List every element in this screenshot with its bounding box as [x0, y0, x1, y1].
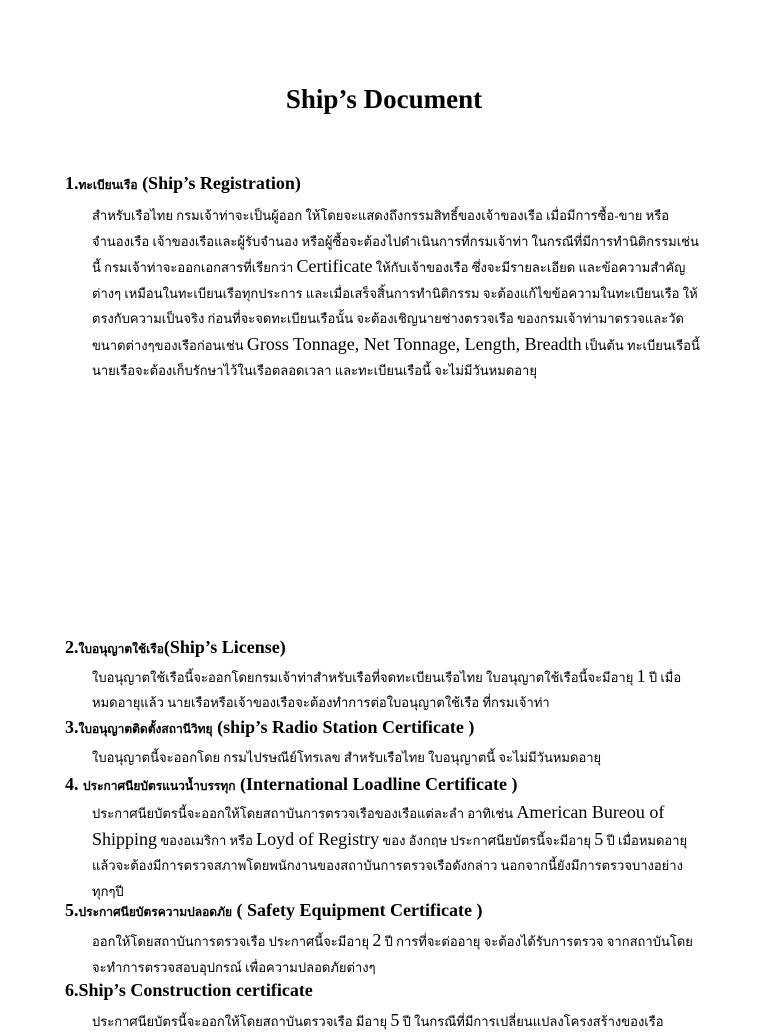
section-2-body: [92, 664, 704, 715]
body-text-run: American Bureou of Shipping: [92, 802, 665, 849]
body-text-run: 5: [594, 828, 604, 849]
body-text-run: ใบอนุญาตนี้จะออกโดย กรมไปรษณีย์โทรเลข สำหรับเรือไทย ใบอนุญาตนี้ จะไม่มีวันหมดอายุ: [92, 750, 602, 765]
heading-run: ประกาศนียบัตรแนวน้ำบรรทุก: [83, 779, 236, 793]
body-text-run: ของอเมริกา หรือ: [157, 832, 257, 848]
section-4-body: [92, 800, 704, 904]
heading-run: 4.: [65, 774, 83, 794]
body-text-run: 1: [636, 666, 646, 686]
body-text-run: 5: [390, 1010, 400, 1030]
body-text-run: ใบอนุญาตใช้เรือนี้จะออกโดยกรมเจ้าท่าสำหรับเรือที่จดทะเบียนเรือไทย ใบอนุญาตใช้เรือนี้จะมีอายุ: [92, 670, 637, 685]
heading-run: 5.: [65, 900, 79, 920]
body-text-run: ของ อังกฤษ ประกาศนียบัตรนี้จะมีอายุ: [379, 832, 595, 848]
heading-run: (International Loadline Certificate ): [235, 774, 518, 794]
section-5-body: [92, 928, 704, 980]
heading-run: ( Safety Equipment Certificate ): [232, 900, 483, 920]
body-text-run: ปี การที่จะต่ออายุ จะต้องได้รับการตรวจ จากสถาบันโดยจะทำการตรวจสอบอุปกรณ์ เพื่อความปลอดภัยต่างๆ: [92, 934, 693, 975]
body-text-run: Certificate: [296, 256, 373, 276]
section-2-heading: [65, 637, 286, 659]
body-text-run: 2: [372, 930, 382, 950]
heading-run: ทะเบียนเรือ: [78, 178, 138, 192]
section-1-body: [92, 203, 704, 384]
section-1-heading: [65, 173, 301, 195]
body-text-run: ปี ในกรณีที่มีการเปลี่ยนแปลงโครงสร้างของเรือ: [399, 1014, 664, 1029]
section-5-heading: [65, 900, 483, 922]
body-text-run: ให้กับเจ้าของเรือ ซึ่งจะมีรายละเอียด และข้อความสำคัญต่างๆ เหมือนในทะเบียนเรือทุกประการ และเมื่อเสร็จสิ้นการทำนิติกรรม จะต้องแก้ไขข้อความในทะเบียนเรือ ให้ตรงกับความเป็นจริง ก่อนที่จะจดทะเบียนเรือนั้น จะต้องเชิญนายช่างตรวจเรือ ของกรมเจ้าท่ามาตรวจและวัดขนาดต่างๆของเรือก่อนเช่น: [92, 260, 698, 353]
heading-run: ใบอนุญาตใช้เรือ: [78, 642, 164, 656]
heading-run: (Ship’s License): [163, 637, 286, 657]
heading-run: (Ship’s Registration): [137, 173, 301, 193]
body-text-run: ประกาศนียบัตรนี้จะออกให้โดยสถาบันการตรวจเรือของเรือแต่ละลำ อาทิเช่น: [92, 806, 517, 821]
section-6-heading: [65, 980, 313, 1001]
body-text-run: Loyd of Registry: [256, 828, 380, 849]
heading-run: 3.: [65, 717, 79, 737]
body-text-run: ปี เมื่อหมดอายุแล้วจะต้องมีการตรวจสภาพโดยพนักงานของสถาบันการตรวจเรือดังกล่าว นอกจากนี้ยังมีการตรวจบางอย่างทุกๆปี: [92, 832, 688, 899]
heading-run: 6.Ship’s Construction certificate: [65, 980, 313, 1000]
section-3-body: [92, 745, 704, 771]
body-text-run: ประกาศนียบัตรนี้จะออกให้โดยสถาบันตรวจเรือ มีอายุ: [92, 1014, 391, 1029]
body-text-run: ปี เมื่อหมดอายุแล้ว นายเรือหรือเจ้าของเรือจะต้องทำการต่อใบอนุญาตใช้เรือ ที่กรมเจ้าท่า: [92, 670, 682, 710]
document-title: Ship’s Document: [285, 84, 483, 114]
section-3-heading: [65, 717, 474, 739]
body-text-run: สำหรับเรือไทย กรมเจ้าท่าจะเป็นผู้ออก ให้โดยจะแสดงถึงกรรมสิทธิ์ของเจ้าของเรือ เมื่อมีการซื้อ-ขาย หรือจำนองเรือ เจ้าของเรือและผู้รับจำนอง หรือผู้ซื้อจะต้องไปดำเนินการที่กรมเจ้าท่า ในกรณีที่มีการทำนิติกรรมเช่นนี้ กรมเจ้าท่าจะออกเอกสารที่เรียกว่า: [92, 208, 699, 275]
section-4-heading: [65, 774, 517, 796]
body-text-run: ออกให้โดยสถาบันการตรวจเรือ ประกาศนี้จะมีอายุ: [92, 934, 373, 949]
body-text-run: Gross Tonnage, Net Tonnage, Length, Breadth: [246, 333, 582, 354]
heading-run: ประกาศนียบัตรความปลอดภัย: [78, 905, 233, 919]
heading-run: 2.: [65, 637, 79, 657]
heading-run: ใบอนุญาตติดตั้งสถานีวิทยุ: [78, 722, 213, 736]
body-text-run: เป็นต้น ทะเบียนเรือนี้ นายเรือจะต้องเก็บรักษาไว้ในเรือตลอดเวลา และทะเบียนเรือนี้ จะไม่มีวันหมดอายุ: [92, 337, 700, 378]
heading-run: 1.: [65, 173, 79, 193]
section-6-body: [92, 1008, 704, 1035]
heading-run: (ship’s Radio Station Certificate ): [212, 717, 475, 737]
